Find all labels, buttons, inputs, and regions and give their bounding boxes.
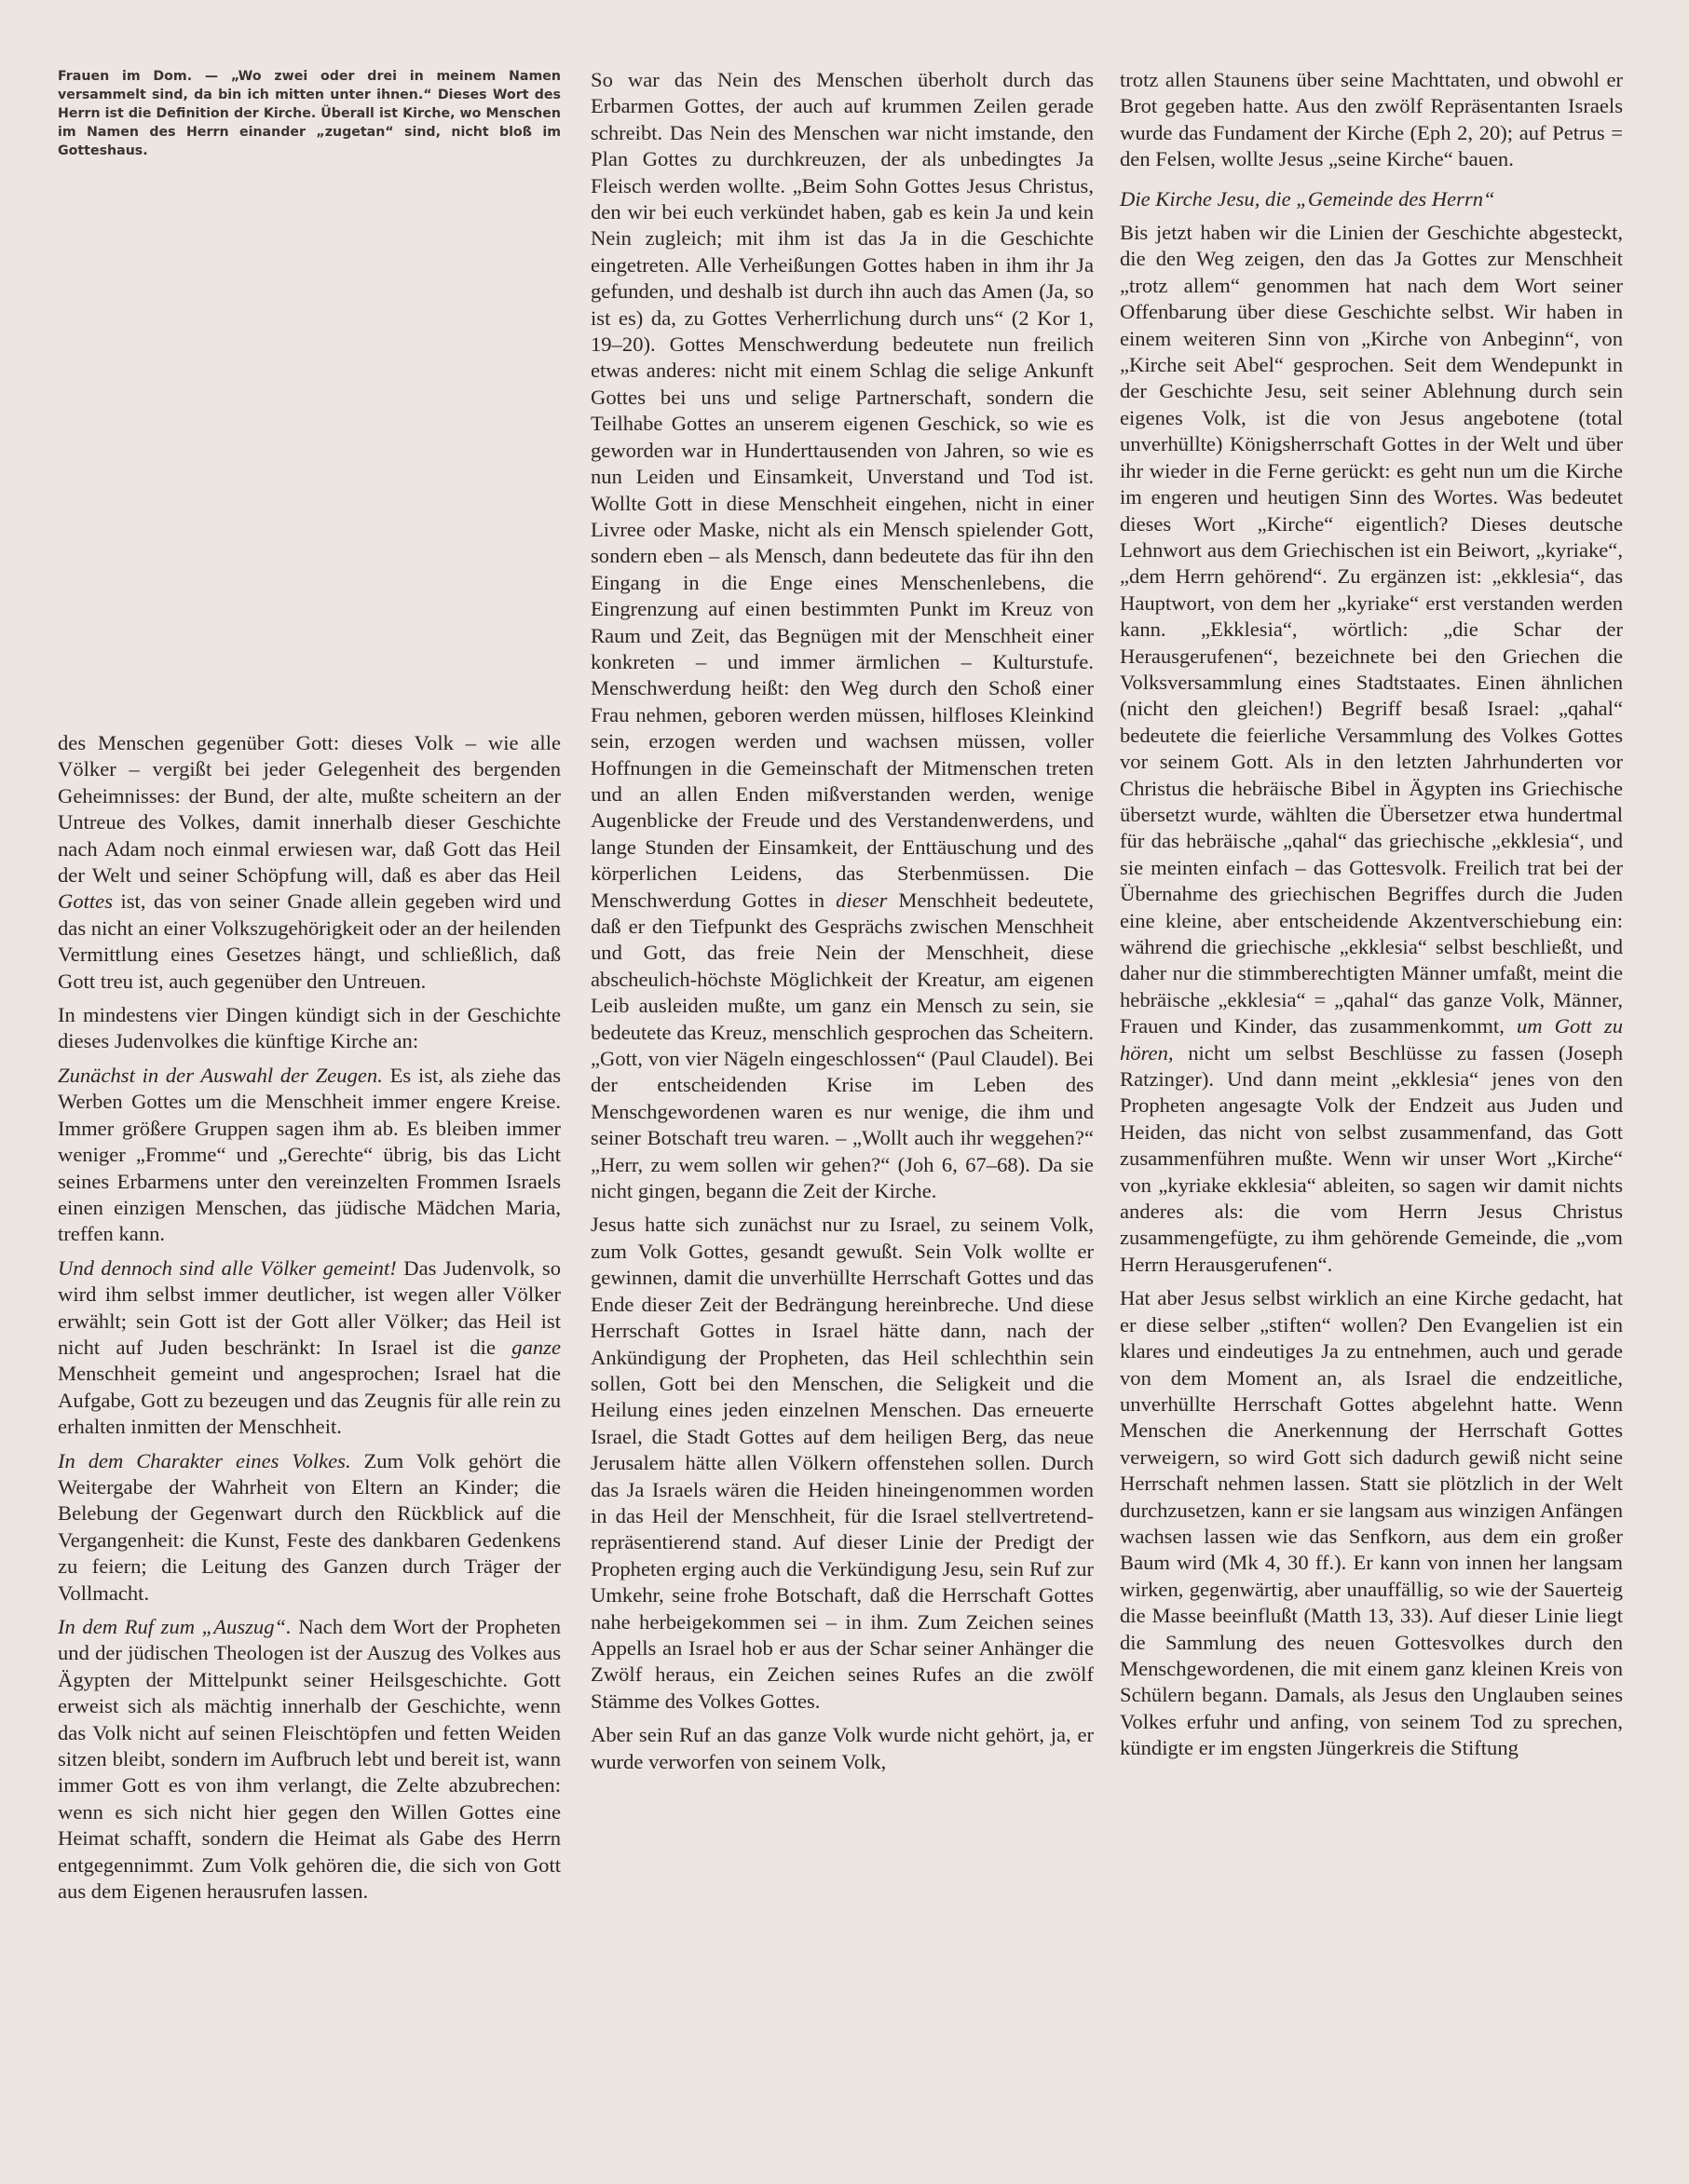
paragraph — [1120, 67, 1623, 173]
text-run: Jesus hatte sich zunächst nur zu Israel, zu seinem Volk, zum Volk Gottes, gesandt gewußt. Sein Volk wollte er gewinnen, damit die unverhüllte Herrschaft Gottes und das Ende dieser Zeit der Bedrängung hereinbreche. Und diese Herrschaft Gottes in Israel hätte dann, nach der Ankündigung der Propheten, das Heil schlechthin sein sollen, Gott bei den Menschen, die Seligkeit und die Heilung eines jeden einzelnen Menschen. Das erneuerte Israel, die Stadt Gottes auf dem heiligen Berg, das neue Jerusalem hätte allen Völkern offenstehen sollen. Durch das Ja Israels wären die Heiden hineingenommen worden in das Heil der Menschheit, für die Israel stellvertretend-repräsentierend stand. Auf dieser Linie der Predigt der Propheten erging auch die Verkündigung Jesu, sein Ruf zur Umkehr, seine frohe Botschaft, daß die Herrschaft Gottes nahe herbeigekommen sei – in ihm. Zum Zeichen seines Appells an Israel hob er aus der Schar seiner Anhänger die Zwölf heraus, ein Zeichen seines Rufes an die zwölf Stämme des Volkes Gottes. — [591, 1213, 1094, 1713]
paragraph — [58, 1614, 561, 1905]
paragraph — [1120, 186, 1623, 212]
paragraph — [58, 730, 561, 995]
italic-run: Gottes — [58, 889, 113, 914]
text-run: Aber sein Ruf an das ganze Volk wurde nicht gehört, ja, er wurde verworfen von seinem Volk, — [591, 1723, 1094, 1773]
text-run: Menschheit bedeutete, daß er den Tiefpunkt des Gesprächs zwischen Menschheit und Gott, das freie Nein der Menschheit, diese abscheulich-höchste Möglichkeit der Kreatur, am eigenen Leib ausleiden mußte, um ganz ein Mensch zu sein, sie bedeutete das Kreuz, menschlich gesprochen das Scheitern. „Gott, von vier Nägeln eingeschlossen“ (Paul Claudel). Bei der entscheidenden Krise im Leben des Menschgewordenen waren es nur wenige, die ihm und seiner Botschaft treu waren. – „Wollt auch ihr weggehen?“ „Herr, zu wem sollen wir gehen?“ (Joh 6, 67–68). Da sie nicht gingen, begann die Zeit der Kirche. — [591, 888, 1094, 1203]
paragraph — [58, 1002, 561, 1055]
text-run: Es ist, als ziehe das Werben Gottes um die Menschheit immer engere Kreise. Immer größere Gruppen sagen ihm ab. Es bleiben immer weniger „Fromme“ und „Gerechte“ übrig, bis das Licht seines Erbarmens unter den vereinzelten Frommen Israels einen einzigen Menschen, das jüdische Mädchen Maria, treffen kann. — [58, 1063, 561, 1246]
text-run: Bis jetzt haben wir die Linien der Geschichte abgesteckt, die den Weg zeigen, den das Ja Gottes zur Menschheit „trotz allem“ genommen hat nach dem Wort seiner Offenbarung über diese Geschichte selbst. Wir haben in einem weiteren Sinn von „Kirche von Anbeginn“, von „Kirche seit Abel“ gesprochen. Seit dem Wendepunkt in der Geschichte Jesu, seit seiner Ablehnung durch sein eigenes Volk, ist die von Jesus angebotene (total unverhüllte) Königsherrschaft Gottes in der Welt und über ihr wieder in die Ferne gerückt: es geht nun um die Kirche im engeren und heutigen Sinn des Wortes. Was bedeutet dieses Wort „Kirche“ eigentlich? Dieses deutsche Lehnwort aus dem Griechischen ist ein Beiwort, „kyriake“, „dem Herrn gehörend“. Zu ergänzen ist: „ekklesia“, das Hauptwort, von dem her „kyriake“ erst verstanden werden kann. „Ekklesia“, wörtlich: „die Schar der Herausgerufenen“, bezeichnete bei den Griechen die Volksversammlung eines Stadtstaates. Einen ähnlichen (nicht den gleichen!) Begriff besaß Israel: „qahal“ bedeutete die feierliche Versammlung des Volkes Gottes vor seinem Gott. Als in den letzten Jahrhunderten vor Christus die hebräische Bibel in Ägypten ins Griechische übersetzt wurde, wählten die Übersetzer etwa hundertmal für das hebräische „qahal“ das griechische „ekklesia“, und sie meinten einfach – das Gottesvolk. Freilich trat bei der Übernahme des griechischen Begriffes durch die Juden eine kleine, aber entscheidende Akzentverschiebung ein: während die griechische „ekklesia“ selbst beschließt, und daher nur die stimmberechtigten Männer umfaßt, meint die hebräische „ekklesia“ = „qahal“ das ganze Volk, Männer, Frauen und Kinder, das zusammenkommt, — [1120, 221, 1623, 1038]
column-left-text — [58, 730, 561, 1905]
italic-run: Zunächst in der Auswahl der Zeugen. — [58, 1063, 383, 1087]
italic-run: dieser — [836, 888, 888, 912]
italic-run: In dem Charakter eines Volkes. — [58, 1448, 351, 1472]
italic-run: In dem Ruf zum „Auszug“. — [58, 1615, 292, 1638]
text-run: Zum Volk gehört die Weitergabe der Wahrheit von Eltern an Kinder; die Belebung der Gegenwart durch den Rückblick auf die Vergangenheit: die Kunst, Feste des dankbaren Gedenkens zu feiern; die Leitung des Ganzen durch Träger der Vollmacht. — [58, 1448, 561, 1605]
paragraph — [58, 1255, 561, 1441]
text-run: Nach dem Wort der Propheten und der jüdischen Theologen ist der Auszug des Volkes aus Ägypten der Mittelpunkt seiner Heilsgeschichte. Gott erweist sich als mächtig innerhalb der Geschichte, wenn das Volk nicht auf seinen Fleischtöpfen und fetten Weiden sitzen bleibt, sondern im Aufbruch lebt und bereit ist, wann immer Gott es von ihm verlangt, die Zelte abzubrechen: wenn es sich nicht hier gegen den Willen Gottes eine Heimat schafft, sondern die Heimat als Gabe des Herrn entgegennimmt. Zum Volk gehören die, die sich von Gott aus dem Eigenen herausrufen lassen. — [58, 1615, 561, 1904]
photo-caption: Frauen im Dom. — „Wo zwei oder drei in meinem Namen versammelt sind, da bin ich mitten unter ihnen.“ Dieses Wort des Herrn ist die Definition der Kirche. Überall ist Kirche, wo Menschen im Namen des Herrn einander „zugetan“ sind, nicht bloß im Gotteshaus. — [58, 69, 561, 158]
paragraph — [58, 1063, 561, 1248]
text-run: Menschheit gemeint und angesprochen; Israel hat die Aufgabe, Gott zu bezeugen und das Zeugnis für alle rein zu erhalten inmitten der Menschheit. — [58, 1362, 561, 1439]
text-run: trotz allen Staunens über seine Machttaten, und obwohl er Brot gegeben hatte. Aus den zwölf Repräsentanten Israels wurde das Fundament der Kirche (Eph 2, 20); auf Petrus = den Felsen, wollte Jesus „seine Kirche“ bauen. — [1120, 68, 1623, 171]
text-run: ist, das von seiner Gnade allein gegeben wird und das nicht an einer Volkszugehörigkeit oder an der heilenden Vermittlung eines Gesetzes hängt, und schließlich, daß Gott treu ist, auch gegenüber den Untreuen. — [58, 889, 561, 993]
column-middle — [591, 67, 1094, 1775]
italic-run: um Gott zu hören, — [1120, 1014, 1623, 1065]
paragraph — [58, 1448, 561, 1607]
italic-run: ganze — [511, 1335, 561, 1359]
column-right — [1120, 67, 1623, 1762]
text-run: Hat aber Jesus selbst wirklich an eine Kirche gedacht, hat er diese selber „stiften“ wollen? Den Evangelien ist ein klares und eindeutiges Ja zu entnehmen, auch und gerade von dem Moment an, als Israel die endzeitliche, unverhüllte Herrschaft Gottes abgelehnt hatte. Wenn Menschen die Anerkennung der Herrschaft Gottes verweigern, so wird Gott sich dadurch gewiß nicht seine Herrschaft nehmen lassen. Statt sie plötzlich in der Welt durchzusetzen, kann er sie langsam aus winzigen Anfängen wachsen lassen wie das Senfkorn, aus dem ein großer Baum wird (Mk 4, 30 ff.). Er kann von innen her langsam wirken, gegenwärtig, aber unauffällig, so wie der Sauerteig die Masse beeinflußt (Matth 13, 33). Auf dieser Linie liegt die Sammlung des neuen Gottesvolkes durch den Menschgewordenen, die mit einem ganz kleinen Kreis von Schülern begann. Damals, als Jesus den Unglauben seines Volkes erfuhr und anfing, von seinem Tod zu sprechen, kündigte er im engsten Jüngerkreis die Stiftung — [1120, 1286, 1623, 1760]
text-run: des Menschen gegenüber Gott: dieses Volk – wie alle Völker – vergißt bei jeder Gelegenheit des bergenden Geheimnisses: der Bund, der alte, mußte scheitern an der Untreue des Volkes, damit innerhalb dieser Geschichte nach Adam noch einmal erwiesen war, daß Gott das Heil der Welt und seiner Schöpfung will, daß es aber das Heil — [58, 731, 561, 888]
text-run: In mindestens vier Dingen kündigt sich in der Geschichte dieses Judenvolkes die künftige Kirche an: — [58, 1003, 561, 1053]
paragraph — [591, 67, 1094, 1204]
text-run: So war das Nein des Menschen überholt durch das Erbarmen Gottes, der auch auf krummen Zeilen gerade schreibt. Das Nein des Menschen war nicht imstande, den Plan Gottes zu durchkreuzen, der als unbedingtes Ja Fleisch werden wollte. „Beim Sohn Gottes Jesus Christus, den wir bei euch verkündet haben, gab es kein Ja und kein Nein zugleich; mit ihm ist das Ja in die Geschichte eingetreten. Alle Verheißungen Gottes haben in ihm ihr Ja gefunden, und deshalb ist durch ihn auch das Amen (Ja, so ist es) da, zu Gottes Verherrlichung durch uns“ (2 Kor 1, 19–20). Gottes Menschwerdung bedeutete nun freilich etwas anderes: nicht mit einem Schlag die selige Ankunft Gottes bei uns und selige Partnerschaft, sondern die Teilhabe Gottes an unserem eigenen Geschick, so wie es geworden war in Hunderttausenden von Jahren, so wie es nun Leiden und Einsamkeit, Unverstand und Tod ist. Wollte Gott in diese Menschheit eingehen, nicht in einer Livree oder Maske, nicht als ein Mensch spielender Gott, sondern eben – als Mensch, dann bedeutete das für ihn den Eingang in die Enge eines Menschenlebens, die Eingrenzung auf einen bestimmten Punkt im Kreuz von Raum und Zeit, das Begnügen mit der Menschheit einer konkreten – und immer ärmlichen – Kulturstufe. Menschwerdung heißt: den Weg durch den Schoß einer Frau nehmen, geboren werden müssen, hilfloses Kleinkind sein, erzogen werden und wachsen müssen, voller Hoffnungen in die Gemeinschaft der Mitmenschen treten und an allen Enden mißverstanden werden, wenige Augenblicke der Freude und des Verstandenwerdens, und lange Stunden der Einsamkeit, der Enttäuschung und des körperlichen Leidens, das Sterbenmüssen. Die Menschwerdung Gottes in — [591, 68, 1094, 912]
italic-run: Und dennoch sind alle Völker gemeint! — [58, 1255, 397, 1280]
text-run: nicht um selbst Beschlüsse zu fassen (Joseph Ratzinger). Und dann meint „ekklesia“ jenes von den Propheten angesagte Volk der Endzeit aus Juden und Heiden, das nicht von selbst zusammenfand, das Gott zusammenführen mußte. Wenn wir unser Wort „Kirche“ von „kyriake ekklesia“ ableiten, so sagen wir damit nichts anderes als: die vom Herrn Jesus Christus zusammengefügte, zu ihm gehörende Gemeinde, die „vom Herrn Herausgerufenen“. — [1120, 1040, 1623, 1276]
column-left — [58, 67, 561, 1904]
paragraph — [1120, 1285, 1623, 1761]
section-heading: Die Kirche Jesu, die „Gemeinde des Herrn“ — [1120, 186, 1495, 210]
paragraph — [591, 1212, 1094, 1715]
paragraph — [591, 1722, 1094, 1775]
paragraph — [1120, 220, 1623, 1278]
text-run: Das Judenvolk, so wird ihm selbst immer deutlicher, ist wegen aller Völker erwählt; sein Gott ist der Gott aller Völker; das Heil ist nicht auf Juden beschränkt: In Israel ist die — [58, 1255, 561, 1359]
